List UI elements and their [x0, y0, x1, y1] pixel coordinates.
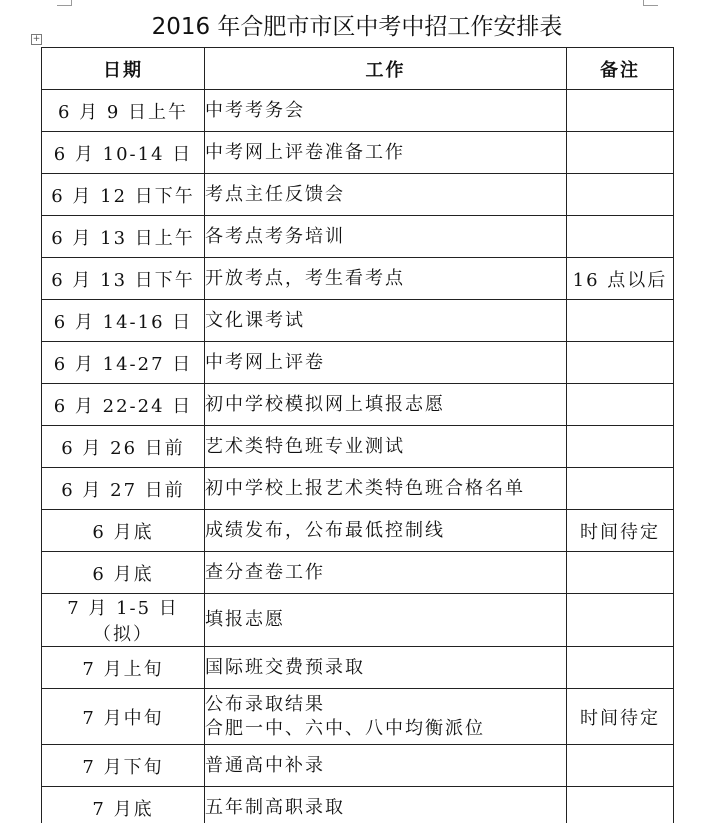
- cell-note: [567, 468, 674, 510]
- table-row: [42, 342, 674, 384]
- cell-work: [205, 216, 567, 258]
- cell-note: [567, 384, 674, 426]
- table-row: [42, 300, 674, 342]
- work-text-line: 文化课考试: [205, 309, 305, 331]
- table-row: [42, 689, 674, 745]
- cell-work: [205, 787, 567, 823]
- cell-date: 6 月 10-14 日: [42, 132, 205, 174]
- cell-work: [205, 594, 567, 647]
- cell-note: [567, 216, 674, 258]
- cell-date: 7 月底: [42, 787, 205, 823]
- cell-date: 7 月下旬: [42, 745, 205, 787]
- work-text-line: 查分查卷工作: [205, 561, 325, 583]
- cell-work: [205, 342, 567, 384]
- table-header-row: [42, 48, 674, 90]
- cell-work: [205, 468, 567, 510]
- work-text-line: 中考网上评卷准备工作: [205, 141, 405, 163]
- cell-work: [205, 689, 567, 745]
- work-text-line: 艺术类特色班专业测试: [205, 435, 405, 457]
- table-row: [42, 132, 674, 174]
- table-row: [42, 384, 674, 426]
- cell-date: 6 月 22-24 日: [42, 384, 205, 426]
- cell-date: 7 月 1-5 日（拟）: [42, 594, 205, 647]
- cell-date: 6 月 9 日上午: [42, 90, 205, 132]
- table-row: [42, 258, 674, 300]
- cell-date: 6 月 27 日前: [42, 468, 205, 510]
- cell-note: [567, 300, 674, 342]
- table-row: [42, 745, 674, 787]
- cell-note: [567, 552, 674, 594]
- page-corner-mark-left: [57, 0, 72, 6]
- table-row: [42, 552, 674, 594]
- cell-work: [205, 300, 567, 342]
- work-text-line: 公布录取结果: [205, 693, 325, 715]
- cell-date: 6 月底: [42, 552, 205, 594]
- cell-note: [567, 174, 674, 216]
- table-row: [42, 426, 674, 468]
- work-text-line: 成绩发布，公布最低控制线: [205, 519, 445, 541]
- cell-work: [205, 384, 567, 426]
- table-row: [42, 647, 674, 689]
- work-text-line: 考点主任反馈会: [205, 183, 345, 205]
- cell-date: 6 月底: [42, 510, 205, 552]
- work-text-line: 中考考务会: [205, 99, 305, 121]
- cell-note: 时间待定: [567, 510, 674, 552]
- cell-date: 6 月 14-16 日: [42, 300, 205, 342]
- schedule-table-body: [42, 90, 674, 823]
- work-text-line: 中考网上评卷: [205, 351, 325, 373]
- work-text-line: 五年制高职录取: [205, 796, 345, 818]
- table-row: [42, 468, 674, 510]
- cell-note: [567, 132, 674, 174]
- table-row: [42, 787, 674, 823]
- cell-work: [205, 426, 567, 468]
- cell-work: [205, 132, 567, 174]
- table-move-handle-icon[interactable]: +: [32, 34, 41, 44]
- cell-work: [205, 258, 567, 300]
- cell-date: 7 月上旬: [42, 647, 205, 689]
- cell-work: [205, 510, 567, 552]
- cell-work: [205, 647, 567, 689]
- cell-work: [205, 552, 567, 594]
- work-text-line: 初中学校上报艺术类特色班合格名单: [205, 477, 525, 499]
- cell-work: [205, 174, 567, 216]
- cell-work: [205, 745, 567, 787]
- cell-work: [205, 90, 567, 132]
- cell-note: 16 点以后: [567, 258, 674, 300]
- cell-date: 6 月 26 日前: [42, 426, 205, 468]
- cell-note: [567, 787, 674, 823]
- header-date: 日期: [42, 48, 205, 90]
- cell-note: 时间待定: [567, 689, 674, 745]
- table-row: [42, 510, 674, 552]
- cell-note: [567, 90, 674, 132]
- work-text-line: 国际班交费预录取: [205, 656, 365, 678]
- cell-note: [567, 426, 674, 468]
- cell-note: [567, 594, 674, 647]
- work-text-line: 初中学校模拟网上填报志愿: [205, 393, 445, 415]
- cell-note: [567, 647, 674, 689]
- work-text-line: 开放考点，考生看考点: [205, 267, 405, 289]
- work-text-line: 合肥一中、六中、八中均衡派位: [205, 717, 485, 739]
- schedule-table: [41, 47, 674, 823]
- cell-date: 7 月中旬: [42, 689, 205, 745]
- header-note: 备注: [567, 48, 674, 90]
- table-row: [42, 90, 674, 132]
- document-title: 2016 年合肥市市区中考中招工作安排表: [151, 14, 563, 40]
- page-corner-mark-right: [643, 0, 658, 6]
- work-text-line: 填报志愿: [205, 609, 285, 630]
- work-text-line: 普通高中补录: [205, 754, 325, 776]
- cell-note: [567, 342, 674, 384]
- cell-date: 6 月 13 日下午: [42, 258, 205, 300]
- cell-note: [567, 745, 674, 787]
- cell-date: 6 月 13 日上午: [42, 216, 205, 258]
- header-work: 工作: [205, 48, 567, 90]
- cell-date: 6 月 12 日下午: [42, 174, 205, 216]
- work-text-line: 各考点考务培训: [205, 225, 345, 247]
- table-row: [42, 174, 674, 216]
- cell-date: 6 月 14-27 日: [42, 342, 205, 384]
- table-row: [42, 216, 674, 258]
- table-row: [42, 594, 674, 647]
